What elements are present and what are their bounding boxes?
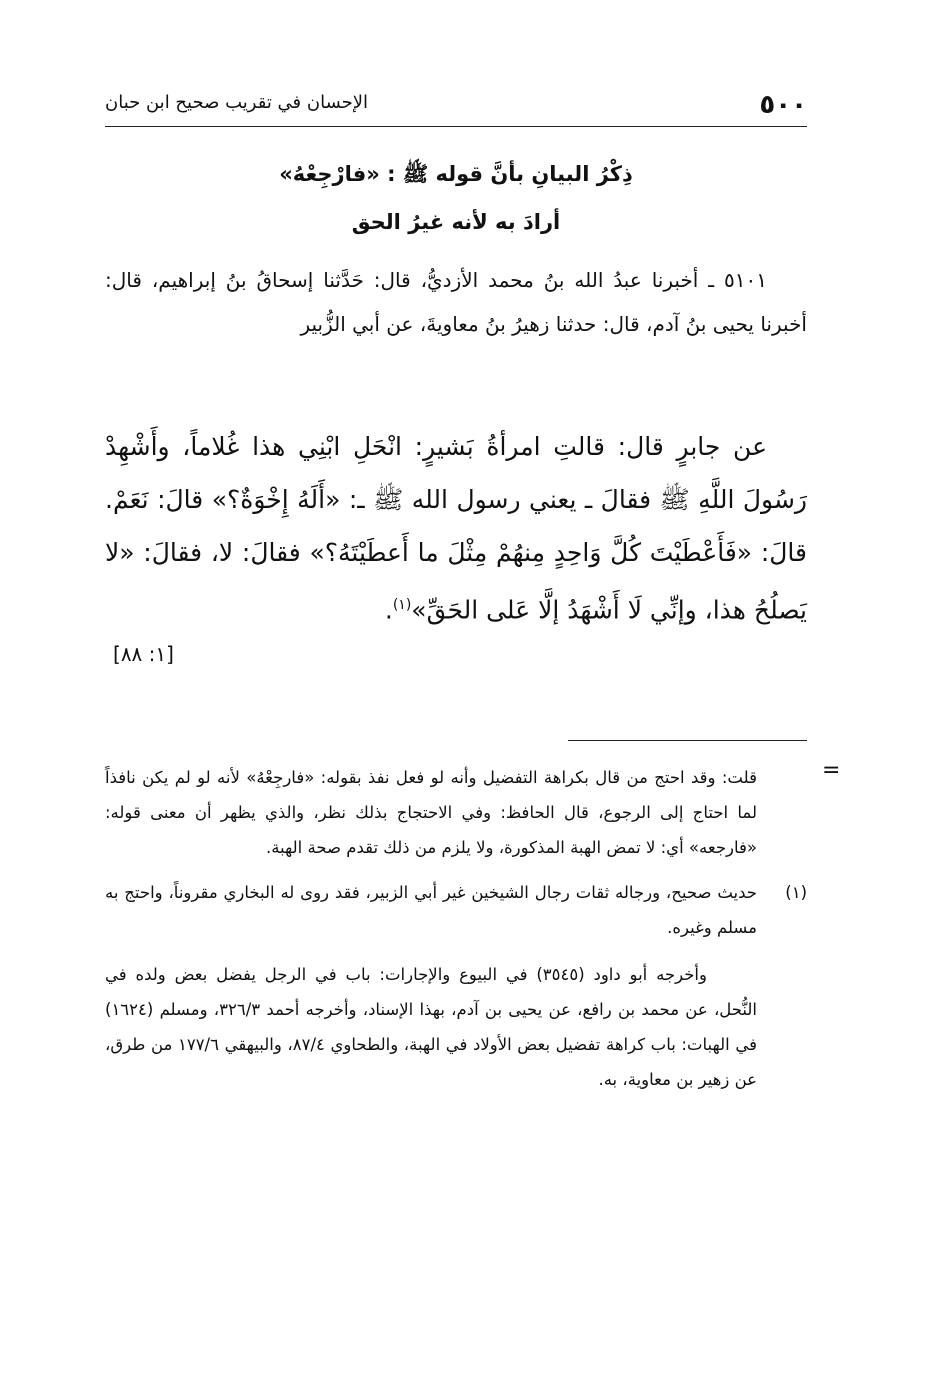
hadith-isnad [105, 258, 807, 346]
chapter-heading-line-2: أرادَ به لأنه غيرُ الحق [351, 210, 561, 234]
footnote-1 [105, 875, 807, 945]
footnote-1-number: (١) [785, 883, 807, 902]
matn-paragraph [105, 420, 807, 636]
hadith-matn [105, 420, 807, 636]
footnote-1-text: حديث صحيح، ورجاله ثقات رجال الشيخين غير أبي الزبير، فقد روى له البخاري مقروناً، واحتج به مسلم وغيره. [105, 883, 757, 937]
footnote-1-paragraph-2: وأخرجه أبو داود (٣٥٤٥) في البيوع والإجارات: باب في الرجل يفضل بعض ولده في النُّحل، عن محمد بن رافع، عن يحيى بن آدم، بهذا الإسناد، وأخرجه أحمد ٣٢٦/٣، ومسلم (١٦٢٤) في الهبات: باب كراهة تفضيل بعض الأولاد في الهبة، والطحاوي ٨٧/٤، والبيهقي ١٧٧/٦ من طرق، عن زهير بن معاوية، به. [105, 965, 758, 1089]
chapter-heading [105, 150, 807, 246]
footnote-reference[interactable]: (١) [392, 597, 412, 613]
matn-end-mark: . [384, 595, 393, 625]
page-number: ٥٠٠ [759, 90, 807, 120]
footnote-continued-text: قلت: وقد احتج من قال بكراهة التفضيل وأنه لو فعل نفذ بقوله: «فارجِعْهُ» لأنه لو لم يكن نافذاً لما احتاج إلى الرجوع، قال الحافظ: وفي الاحتجاج بذلك نظر، والذي يظهر أن معنى قوله: «فارجعه» أي: لا تمض الهبة المذكورة، ولا يلزم من ذلك تقدم صحة الهبة. [105, 768, 757, 857]
matn-text: عن جابرٍ قال: قالتِ امرأةُ بَشيرٍ: انْحَلِ ابْنِي هذا غُلاماً، وأَشْهِدْ رَسُولَ اللَّهِ ﷺ فقالَ ـ يعني رسول الله ﷺ ـ: «أَلَهُ إِخْوَةٌ؟» قالَ: نَعَمْ. قالَ: «فَأَعْطَيْتَ كُلَّ وَاحِدٍ مِنهُمْ مِثْلَ ما أَعطَيْتَهُ؟» فقالَ: لا، فقالَ: «لا يَصلُحُ هذا، وإنِّي لَا أَشْهَدُ إلَّا عَلى الحَقِّ» [105, 432, 807, 625]
isnad-text: ٥١٠١ ـ أخبرنا عبدُ الله بنُ محمد الأزديُّ، قال: حَدَّثنا إسحاقُ بنُ إبراهيم، قال: أخبرنا يحيى بنُ آدم، قال: حدثنا زهيرُ بنُ معاويةَ، عن أبي الزُّبير [105, 268, 807, 336]
running-title: الإحسان في تقريب صحيح ابن حبان [105, 92, 369, 113]
page-header [105, 86, 807, 127]
footnote-continuation-mark: = [822, 758, 841, 783]
hadith-citation: [١: ٨٨] [113, 642, 174, 666]
footnotes-section [105, 760, 807, 1097]
footnote-separator [568, 740, 807, 741]
chapter-heading-line-1: ذِكْرُ البيانِ بأنَّ قوله ﷺ : «فارْجِعْهُ» [279, 162, 633, 186]
